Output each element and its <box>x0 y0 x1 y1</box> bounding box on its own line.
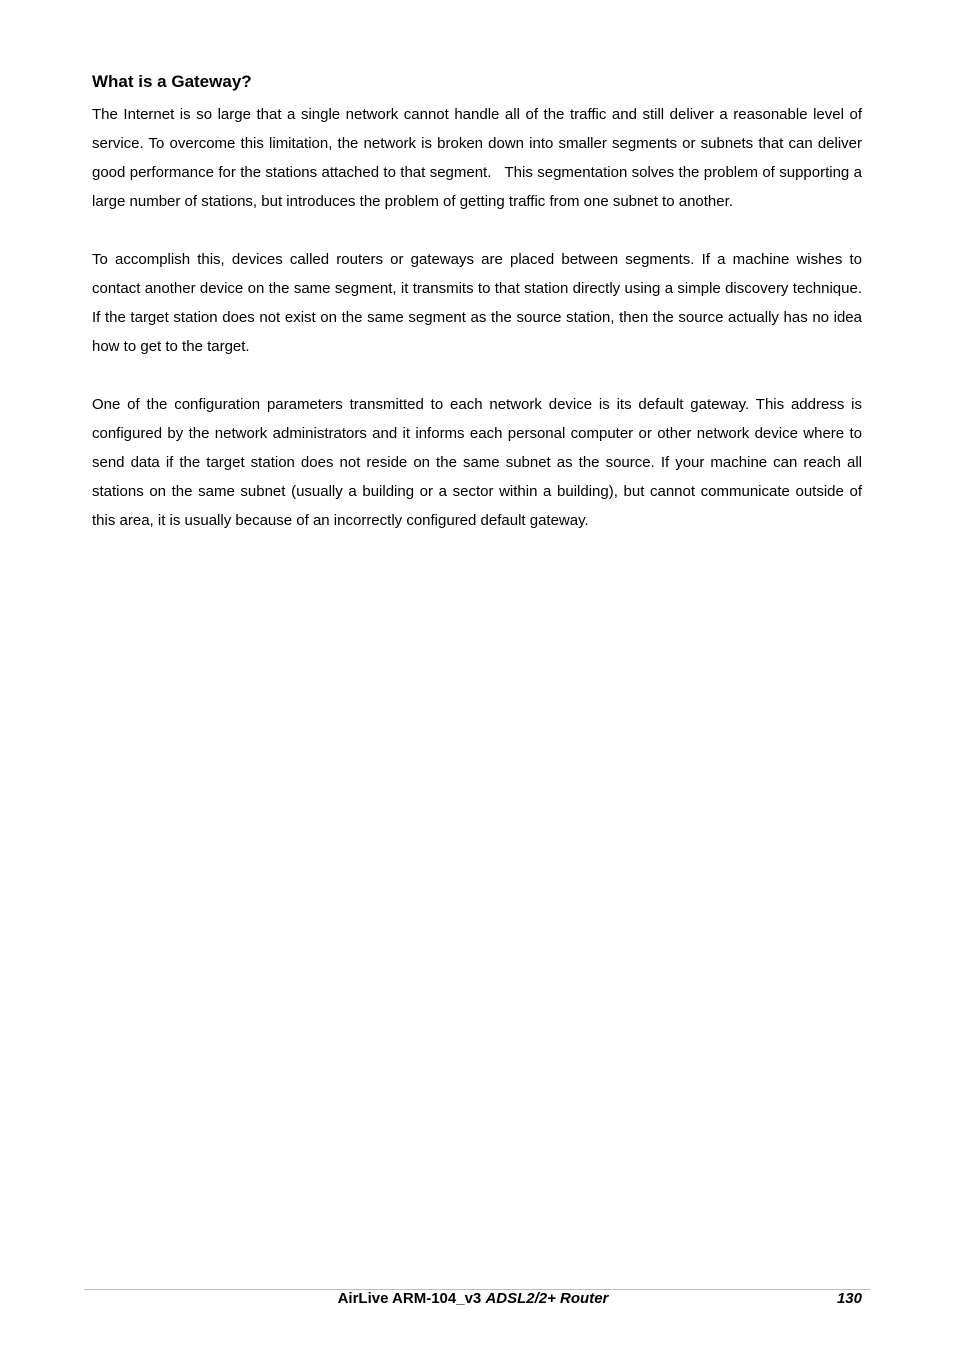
page-content <box>92 70 862 564</box>
footer-model: ADSL2/2+ Router <box>485 1290 609 1307</box>
paragraph-1: The Internet is so large that a single network cannot handle all of the traffic and still deliver a reasonable level of service. To overcome this limitation, the network is broken down into smaller segments or subnets that can deliver good performance for the stations attached to that segment. This segmentation solves the problem of supporting a large number of stations, but introduces the problem of getting traffic from one subnet to another. <box>92 106 862 210</box>
paragraph-3: One of the configuration parameters transmitted to each network device is its default gateway. This address is configured by the network administrators and it informs each personal computer or other network device where to send data if the target station does not reside on the same subnet as the source. If your machine can reach all stations on the same subnet (usually a building or a sector within a building), but cannot communicate outside of this area, it is usually because of an incorrectly configured default gateway. <box>92 396 862 529</box>
page-number: 130 <box>836 1290 862 1307</box>
paragraph-2: To accomplish this, devices called routers or gateways are placed between segments. If a machine wishes to contact another device on the same segment, it transmits to that station directly using a simple discovery technique. If the target station does not exist on the same segment as the source station, then the source actually has no idea how to get to the target. <box>92 251 862 355</box>
footer-title <box>84 1289 862 1309</box>
page-footer <box>84 1289 862 1309</box>
footer-product: AirLive ARM-104_v3 <box>337 1290 482 1307</box>
section-heading: What is a Gateway? <box>92 72 252 91</box>
